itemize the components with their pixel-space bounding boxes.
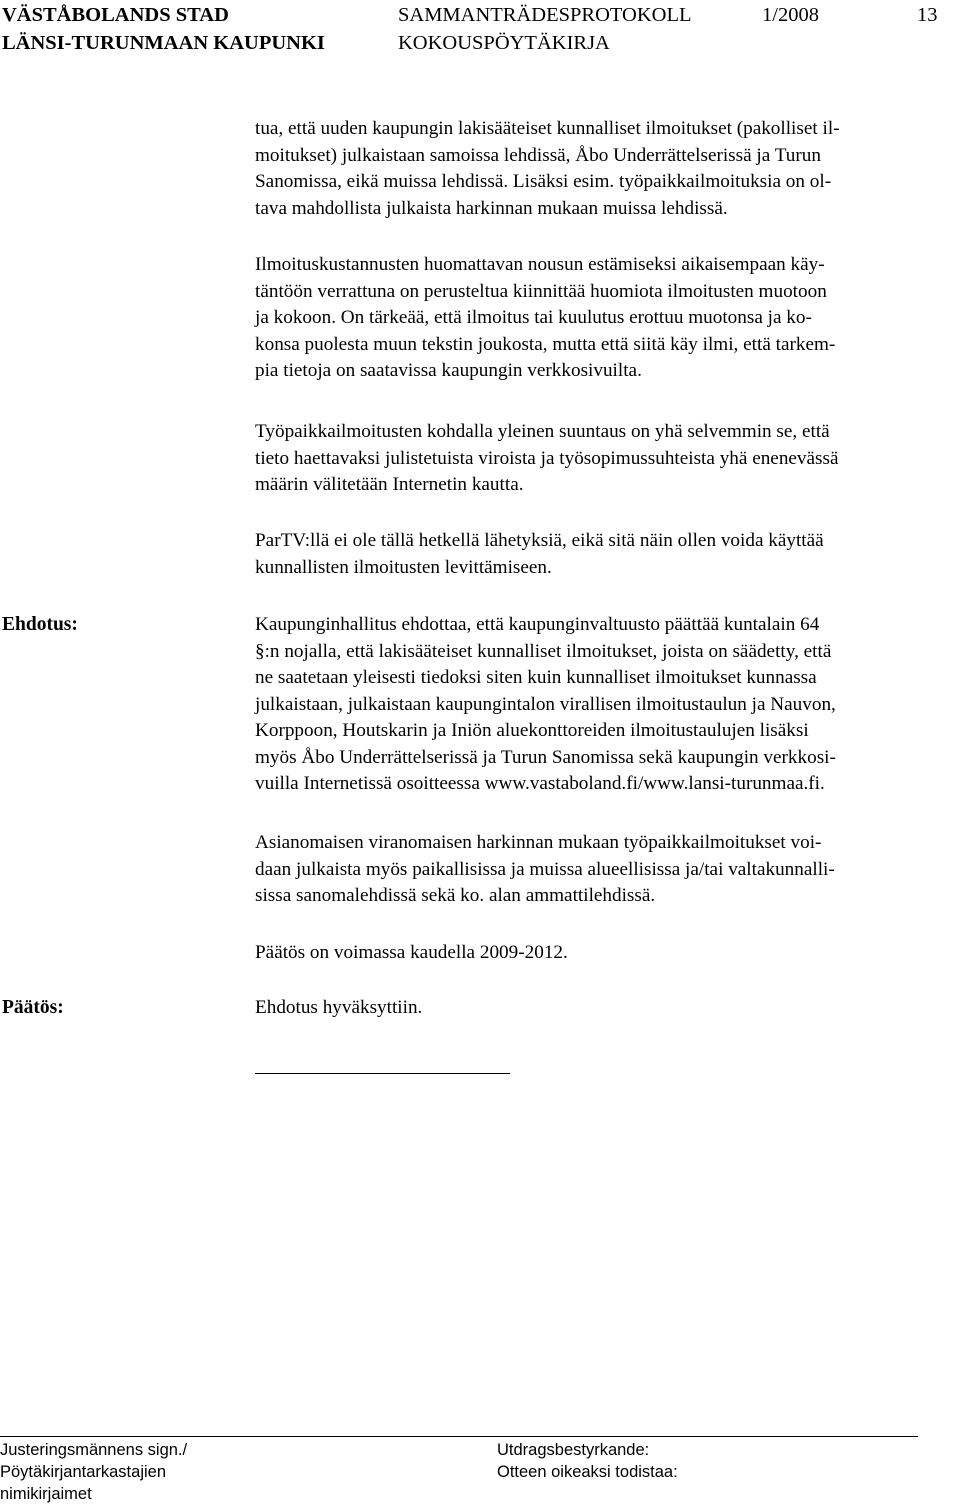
paragraph-costs	[255, 252, 835, 385]
doc-type-finnish: KOKOUSPÖYTÄKIRJA	[398, 32, 610, 54]
footer-signature-line: nimikirjaimet	[0, 1485, 92, 1503]
org-name-swedish: VÄSTÅBOLANDS STAD	[2, 4, 229, 26]
text-line: §:n nojalla, että lakisääteiset kunnalliset ilmoitukset, joista on säädetty, että	[255, 640, 832, 662]
doc-type-swedish: SAMMANTRÄDESPROTOKOLL	[398, 4, 692, 26]
text-line: ja kokoon. On tärkeää, että ilmoitus tai kuulutus erottuu muotonsa ja ko-	[255, 307, 812, 328]
text-line: pia tietoja on saatavissa kaupungin verkkosivuilta.	[255, 360, 642, 381]
text-line: Korppoon, Houtskarin ja Iniön aluekonttoreiden ilmoitustaulujen lisäksi	[255, 720, 809, 741]
text-line: moitukset) julkaistaan samoissa lehdissä, Åbo Underrättelserissä ja Turun	[255, 144, 821, 166]
footer-certification-line: Otteen oikeaksi todistaa:	[497, 1463, 678, 1481]
text-line: ne saatetaan yleisesti tiedoksi siten kuin kunnalliset ilmoitukset kunnassa	[255, 667, 817, 688]
text-line: tua, että uuden kaupungin lakisääteiset kunnalliset ilmoitukset (pakolliset il-	[255, 118, 840, 139]
text-line: kunnallisten ilmoitusten levittämiseen.	[255, 556, 552, 578]
org-name-finnish: LÄNSI-TURUNMAAN KAUPUNKI	[2, 32, 325, 54]
text-line: sissa sanomalehdissä sekä ko. alan ammattilehdissä.	[255, 885, 656, 906]
text-line: myös Åbo Underrättelserissä ja Turun Sanomissa sekä kaupungin verkkosi-	[255, 746, 836, 768]
paragraph-authority	[255, 830, 835, 910]
paragraph-job-ads	[255, 419, 839, 499]
section-end-rule	[255, 1073, 510, 1074]
footer-certification-block	[497, 1439, 678, 1483]
paragraph-proposal	[255, 612, 836, 798]
page-number: 13	[917, 4, 938, 26]
footer-signature-line: Pöytäkirjantarkastajien	[0, 1463, 166, 1481]
text-line: Ehdotus hyväksyttiin.	[255, 997, 423, 1018]
paragraph-validity	[255, 940, 568, 967]
footer-rule	[0, 1436, 918, 1437]
proposal-label: Ehdotus:	[2, 614, 78, 635]
text-line: Päätös on voimassa kaudella 2009-2012.	[255, 942, 568, 963]
text-line: Ilmoituskustannusten huomattavan nousun estämiseksi aikaisempaan käy-	[255, 254, 825, 275]
text-line: Sanomissa, eikä muissa lehdissä. Lisäksi esim. työpaikkailmoituksia on ol-	[255, 171, 832, 192]
text-line: julkaistaan, julkaistaan kaupungintalon virallisen ilmoitustaulun ja Nauvon,	[255, 693, 836, 715]
text-line: vuilla Internetissä osoitteessa www.vastaboland.fi/www.lansi-turunmaa.fi.	[255, 773, 825, 794]
issue-number: 1/2008	[762, 4, 819, 26]
text-line: määrin välitetään Internetin kautta.	[255, 474, 524, 495]
text-line: ParTV:llä ei ole tällä hetkellä lähetyksiä, eikä sitä näin ollen voida käyttää	[255, 530, 824, 551]
footer-certification-line: Utdragsbestyrkande:	[497, 1441, 650, 1459]
paragraph-partv	[255, 528, 824, 581]
text-line: daan julkaista myös paikallisissa ja muissa alueellisissa ja/tai valtakunnalli-	[255, 858, 835, 880]
text-line: konsa puolesta muun tekstin joukosta, mutta että siitä käy ilmi, että tarkem-	[255, 333, 836, 355]
text-line: tava mahdollista julkaista harkinnan mukaan muissa lehdissä.	[255, 197, 728, 219]
text-line: Kaupunginhallitus ehdottaa, että kaupunginvaltuusto päättää kuntalain 64	[255, 614, 820, 635]
text-line: Työpaikkailmoitusten kohdalla yleinen suuntaus on yhä selvemmin se, että	[255, 421, 830, 442]
paragraph-continuation	[255, 116, 840, 222]
text-line: täntöön verrattuna on perusteltua kiinnittää huomiota ilmoitusten muotoon	[255, 280, 827, 302]
footer-signature-block	[0, 1439, 187, 1505]
paragraph-decision	[255, 995, 422, 1022]
decision-label: Päätös:	[2, 997, 64, 1018]
text-line: tieto haettavaksi julistetuista viroista ja työsopimussuhteista yhä enenevässä	[255, 447, 839, 469]
footer-signature-line: Justeringsmännens sign./	[0, 1441, 188, 1459]
text-line: Asianomaisen viranomaisen harkinnan mukaan työpaikkailmoitukset voi-	[255, 832, 822, 853]
